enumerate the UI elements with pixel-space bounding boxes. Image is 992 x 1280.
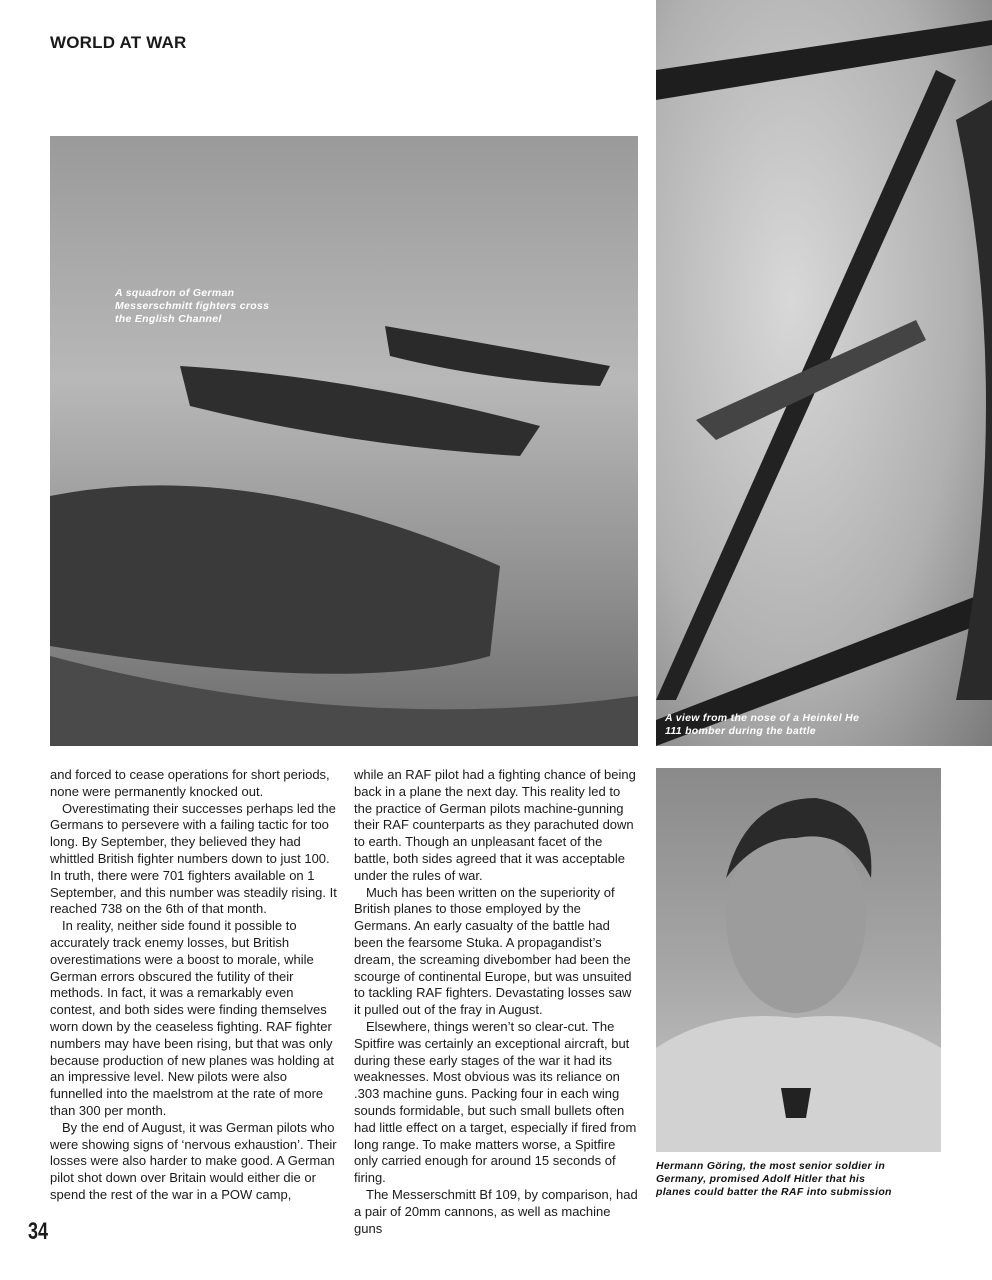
messerschmitt-squadron-photo: [50, 136, 638, 746]
paragraph: Overestimating their successes perhaps led the Germans to persevere with a failing tactic for too long. By September, they believed they had whittled British fighter numbers down to just 100. In truth, there were 701 fighters available on 1 September, and this number was steadily rising. It reached 738 on the 6th of that month.: [50, 800, 337, 917]
paragraph: Much has been written on the superiority of British planes to those employed by the Germans. An early casualty of the battle had been the fearsome Stuka. A propagandist’s dream, the screaming divebomber had been the scourge of continental Europe, but was unsuited to tackling RAF fighters. Devastating losses saw it pulled out of the fray in August.: [354, 884, 632, 1018]
paragraph: while an RAF pilot had a fighting chance of being back in a plane the next day. This reality led to the practice of German pilots machine-gunning their RAF counterparts as they parachuted down to earth. Though an unpleasant facet of the battle, both sides agreed that it was acceptable under the rules of war.: [354, 767, 636, 883]
article-column-1: [50, 767, 337, 1204]
page-number: 34: [28, 1218, 49, 1245]
paragraph: In reality, neither side found it possible to accurately track enemy losses, but British overestimations were a boost to morale, while German errors obscured the futility of their methods. In fact, it was a remarkably even contest, and both sides were finding themselves worn down by the ceaseless fighting. RAF fighter numbers may have been rising, but that was only because production of new planes was holding at an impressive level. New pilots were also funnelled into the maelstrom at the rate of more than 300 per month.: [50, 918, 335, 1118]
paragraph: Elsewhere, things weren’t so clear-cut. The Spitfire was certainly an exceptional aircraft, but during these early stages of the war it had its weaknesses. Most obvious was its reliance on .303 machine guns. Packing four in each wing sounds formidable, but such small bullets often had little effect on a target, especially if fired from long range. To make matters worse, a Spitfire only carried enough for around 15 seconds of firing.: [354, 1018, 637, 1186]
photo-caption: Hermann Göring, the most senior soldier in Germany, promised Adolf Hitler that his planes could batter the RAF into submission: [656, 1160, 892, 1198]
section-header: WORLD AT WAR: [50, 33, 187, 52]
article-column-2: [354, 767, 641, 1237]
photo-caption: A view from the nose of a Heinkel He 111 bomber during the battle: [665, 712, 860, 737]
photo-caption: A squadron of German Messerschmitt fighters cross the English Channel: [115, 287, 270, 325]
paragraph: and forced to cease operations for short periods, none were permanently knocked out.: [50, 767, 330, 799]
heinkel-nose-view-photo: [656, 0, 992, 746]
paragraph: The Messerschmitt Bf 109, by comparison, had a pair of 20mm cannons, as well as machine guns: [354, 1186, 638, 1236]
paragraph: By the end of August, it was German pilots who were showing signs of ‘nervous exhaustion’. Their losses were also harder to make good. A German pilot shot down over Britain would either die or spend the rest of the war in a POW camp,: [50, 1119, 337, 1202]
hermann-goring-portrait: [656, 768, 941, 1152]
